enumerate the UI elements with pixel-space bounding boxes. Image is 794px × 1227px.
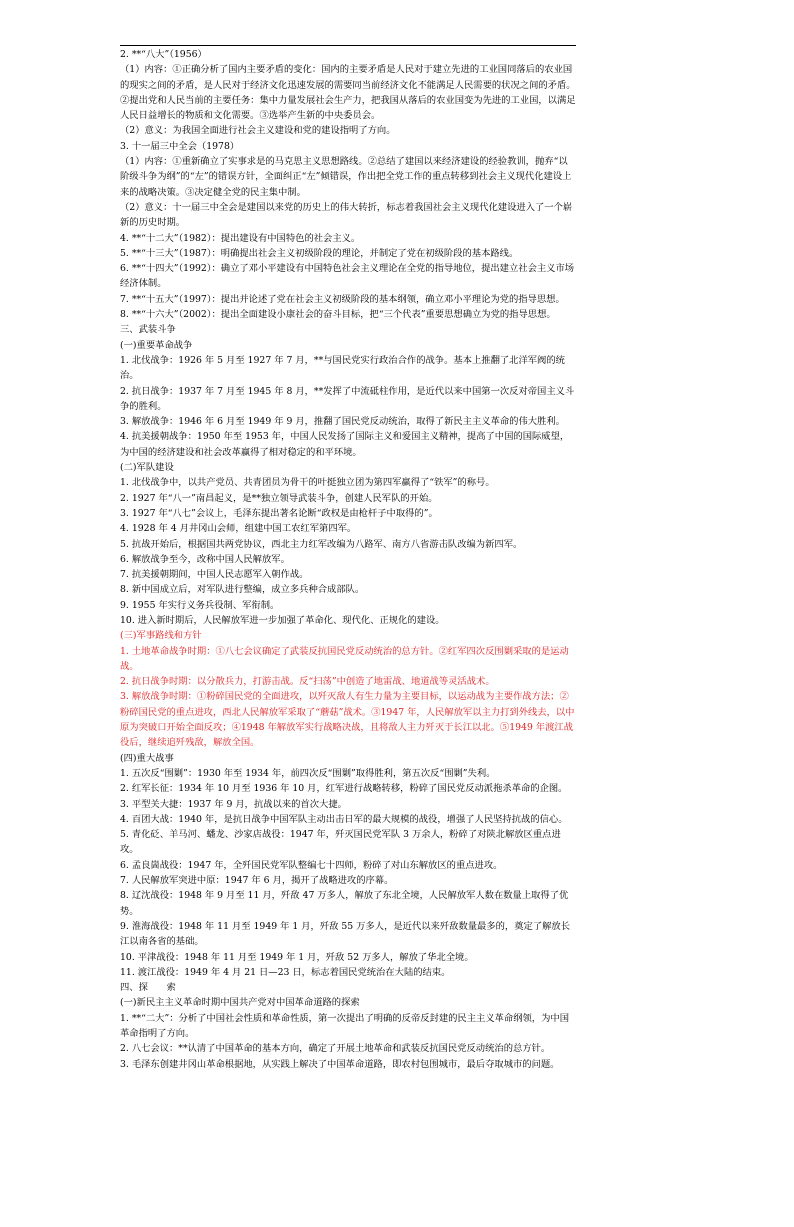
paragraph: 2. 抗日战争时期：以分散兵力，打游击战。反“扫荡”中创造了地雷战、地道战等灵活战术。: [120, 676, 495, 688]
paragraph: 7. 人民解放军突进中原：1947 年 6 月，揭开了战略进攻的序幕。: [120, 875, 394, 887]
paragraph: 2. 红军长征：1934 年 10 月至 1936 年 10 月，红军进行战略转移，粉碎了国民党反动派拖杀革命的企图。: [120, 783, 568, 795]
paragraph: 8. 辽沈战役：1948 年 9 月至 11 月，歼敌 47 万多人，解放了东北全境，人民解放军人数在数量上取得了优势。: [120, 890, 569, 917]
paragraph: 1. 土地革命战争时期：①八七会议确定了武装反抗国民党反动统治的总方针。②红军四次反围剿采取的是运动战。: [120, 645, 569, 672]
paragraph: 5. 青化砭、羊马河、蟠龙、沙家店战役：1947 年，歼灭国民党军队 3 万余人，粉碎了对陕北解放区重点进攻。: [120, 829, 561, 856]
paragraph: (一)新民主主义革命时期中国共产党对中国革命道路的探索: [120, 997, 360, 1009]
paragraph: 4. 1928 年 4 月井冈山会师，组建中国工农红军第四军。: [120, 523, 357, 535]
paragraph: 3. 解放战争：1946 年 6 月至 1949 年 9 月，推翻了国民党反动统治，取得了新民主主义革命的伟大胜利。: [120, 416, 565, 428]
paragraph: 3. 解放战争时期：①粉碎国民党的全面进攻，以歼灭敌人有生力量为主要目标，以运动战为主要作战方法；②粉碎国民党的重点进攻，西北人民解放军采取了“蘑菇”战术。③1947 年，人民解放军以主力打到外线去，以中原为突破口开始全面反攻；④1948 年解放军实行战略决战，且将敌人主力歼灭于长江以北。⑤1949 年渡江战役后，继续追歼残敌，解放全国。: [120, 691, 575, 749]
paragraph: 4. **“十二大”（1982）：提出建设有中国特色的社会主义。: [120, 232, 361, 244]
paragraph: 6. 解放战争至今，改称中国人民解放军。: [120, 553, 290, 565]
paragraph: 8. **“十六大”（2002）：提出全面建设小康社会的奋斗目标，把“三个代表”重要思想确立为党的指导思想。: [120, 309, 556, 321]
paragraph: 5. **“十三大”（1987）：明确提出社会主义初级阶段的理论，并制定了党在初级阶段的基本路线。: [120, 247, 519, 259]
paragraph: 10. 进入新时期后，人民解放军进一步加强了革命化、现代化、正规化的建设。: [120, 614, 445, 626]
paragraph: 5. 抗战开始后，根据国共两党协议，西北主力红军改编为八路军、南方八省游击队改编为新四军。: [120, 538, 523, 550]
paragraph: (三)军事路线和方针: [120, 630, 202, 642]
paragraph: 3. 平型关大捷：1937 年 9 月，抗战以来的首次大捷。: [120, 798, 347, 810]
paragraph: 7. 抗美援朝期间，中国人民志愿军入朝作战。: [120, 569, 309, 581]
paragraph: （2）意义：十一届三中全会是建国以来党的历史上的伟大转折，标志着我国社会主义现代化建设进入了一个崭新的历史时期。: [120, 201, 573, 229]
paragraph: 4. 百团大战：1940 年，是抗日战争中国军队主动出击日军的最大规模的战役，增强了人民坚持抗战的信心。: [120, 813, 568, 825]
paragraph: (四)重大战事: [120, 752, 174, 764]
paragraph: (一)重要革命战争: [120, 339, 193, 351]
paragraph: 9. 淮海战役：1948 年 11 月至 1949 年 1 月，歼敌 55 万多人，是近代以来歼敌数量最多的，奠定了解放长江以南各省的基础。: [120, 920, 571, 948]
paragraph: 2. 抗日战争：1937 年 7 月至 1945 年 8 月，**发挥了中流砥柱作用，是近代以来中国第一次反对帝国主义斗争的胜利。: [120, 385, 575, 412]
paragraph: 6. **“十四大”（1992）：确立了邓小平建设有中国特色社会主义理论在全党的指导地位，提出建立社会主义市场经济体制。: [120, 263, 575, 290]
paragraph: 3. 十一届三中全会（1978）: [120, 140, 240, 152]
paragraph: 10. 平津战役：1948 年 11 月至 1949 年 1 月，歼敌 52 万多人，解放了华北全境。: [120, 951, 474, 963]
paragraph: （1）内容：①重新确立了实事求是的马克思主义思想路线。②总结了建国以来经济建设的经验教训，抛弃“以阶级斗争为纲”的“左”的错误方针，全面纠正“左”倾错误，作出把全党工作的重点转移到社会主义现代化建设上来的战略决策。③决定健全党的民主集中制。: [120, 156, 572, 198]
paragraph: 6. 孟良崮战役：1947 年，全歼国民党军队整编七十四师，粉碎了对山东解放区的重点进攻。: [120, 859, 503, 871]
paragraph: 7. **“十五大”（1997）：提出并论述了党在社会主义初级阶段的基本纲领，确立邓小平理论为党的指导思想。: [120, 293, 565, 305]
paragraph: 三、武装斗争: [120, 324, 176, 336]
paragraph: 9. 1955 年实行义务兵役制、军衔制。: [120, 599, 280, 611]
paragraph: (二)军队建设: [120, 462, 174, 474]
document-body: [120, 47, 576, 1072]
paragraph: 1. 五次反“围剿”：1930 年至 1934 年，前四次反“围剿”取得胜利，第五次反“围剿”失利。: [120, 767, 496, 779]
paragraph: 四、探 索: [120, 982, 176, 994]
paragraph: 8. 新中国成立后，对军队进行整编，成立多兵种合成部队。: [120, 584, 365, 596]
paragraph: 1. 北伐战争中，以共产党员、共青团员为骨干的叶挺独立团为第四军赢得了“铁军”的称号。: [120, 477, 495, 489]
paragraph: 1. **“二大”：分析了中国社会性质和革命性质，第一次提出了明确的反帝反封建的民主主义革命纲领，为中国革命指明了方向。: [120, 1012, 569, 1039]
paragraph: （1）内容：①正确分析了国内主要矛盾的变化：国内的主要矛盾是人民对于建立先进的工业国同落后的农业国的现实之间的矛盾，是人民对于经济文化迅速发展的需要同当前经济文化不能满足人民需要的状况之间的矛盾。②提出党和人民当前的主要任务：集中力量发展社会生产力，把我国从落后的农业国变为先进的工业国，以满足人民日益增长的物质和文化需要。③选举产生新的中央委员会。: [120, 64, 576, 122]
paragraph: 4. 抗美援朝战争：1950 年至 1953 年，中国人民发扬了国际主义和爱国主义精神，提高了中国的国际威望，为中国的经济建设和社会改革赢得了相对稳定的和平环境。: [120, 431, 570, 458]
paragraph: 2. 1927 年“八一”南昌起义，是**独立领导武装斗争，创建人民军队的开始。: [120, 492, 438, 504]
header-rule: [120, 45, 576, 46]
paragraph: （2）意义：为我国全面进行社会主义建设和党的建设指明了方向。: [120, 125, 396, 137]
paragraph: 3. 毛泽东创建井冈山革命根据地，从实践上解决了中国革命道路，即农村包围城市，最后夺取城市的问题。: [120, 1058, 560, 1070]
paragraph: 2. **“八大”（1956）: [120, 49, 207, 60]
paragraph: 3. 1927 年“八七”会议上，毛泽东提出著名论断“政权是由枪杆子中取得的”。: [120, 507, 438, 519]
paragraph: 1. 北伐战争：1926 年 5 月至 1927 年 7 月，**与国民党实行政治合作的战争。基本上推翻了北洋军阀的统治。: [120, 354, 565, 382]
paragraph: 11. 渡江战役：1949 年 4 月 21 日—23 日，标志着国民党统治在大陆的结束。: [120, 966, 451, 978]
paragraph: 2. 八七会议：**认清了中国革命的基本方向，确定了开展土地革命和武装反抗国民党反动统治的总方针。: [120, 1043, 551, 1055]
document-page: [120, 45, 576, 1072]
